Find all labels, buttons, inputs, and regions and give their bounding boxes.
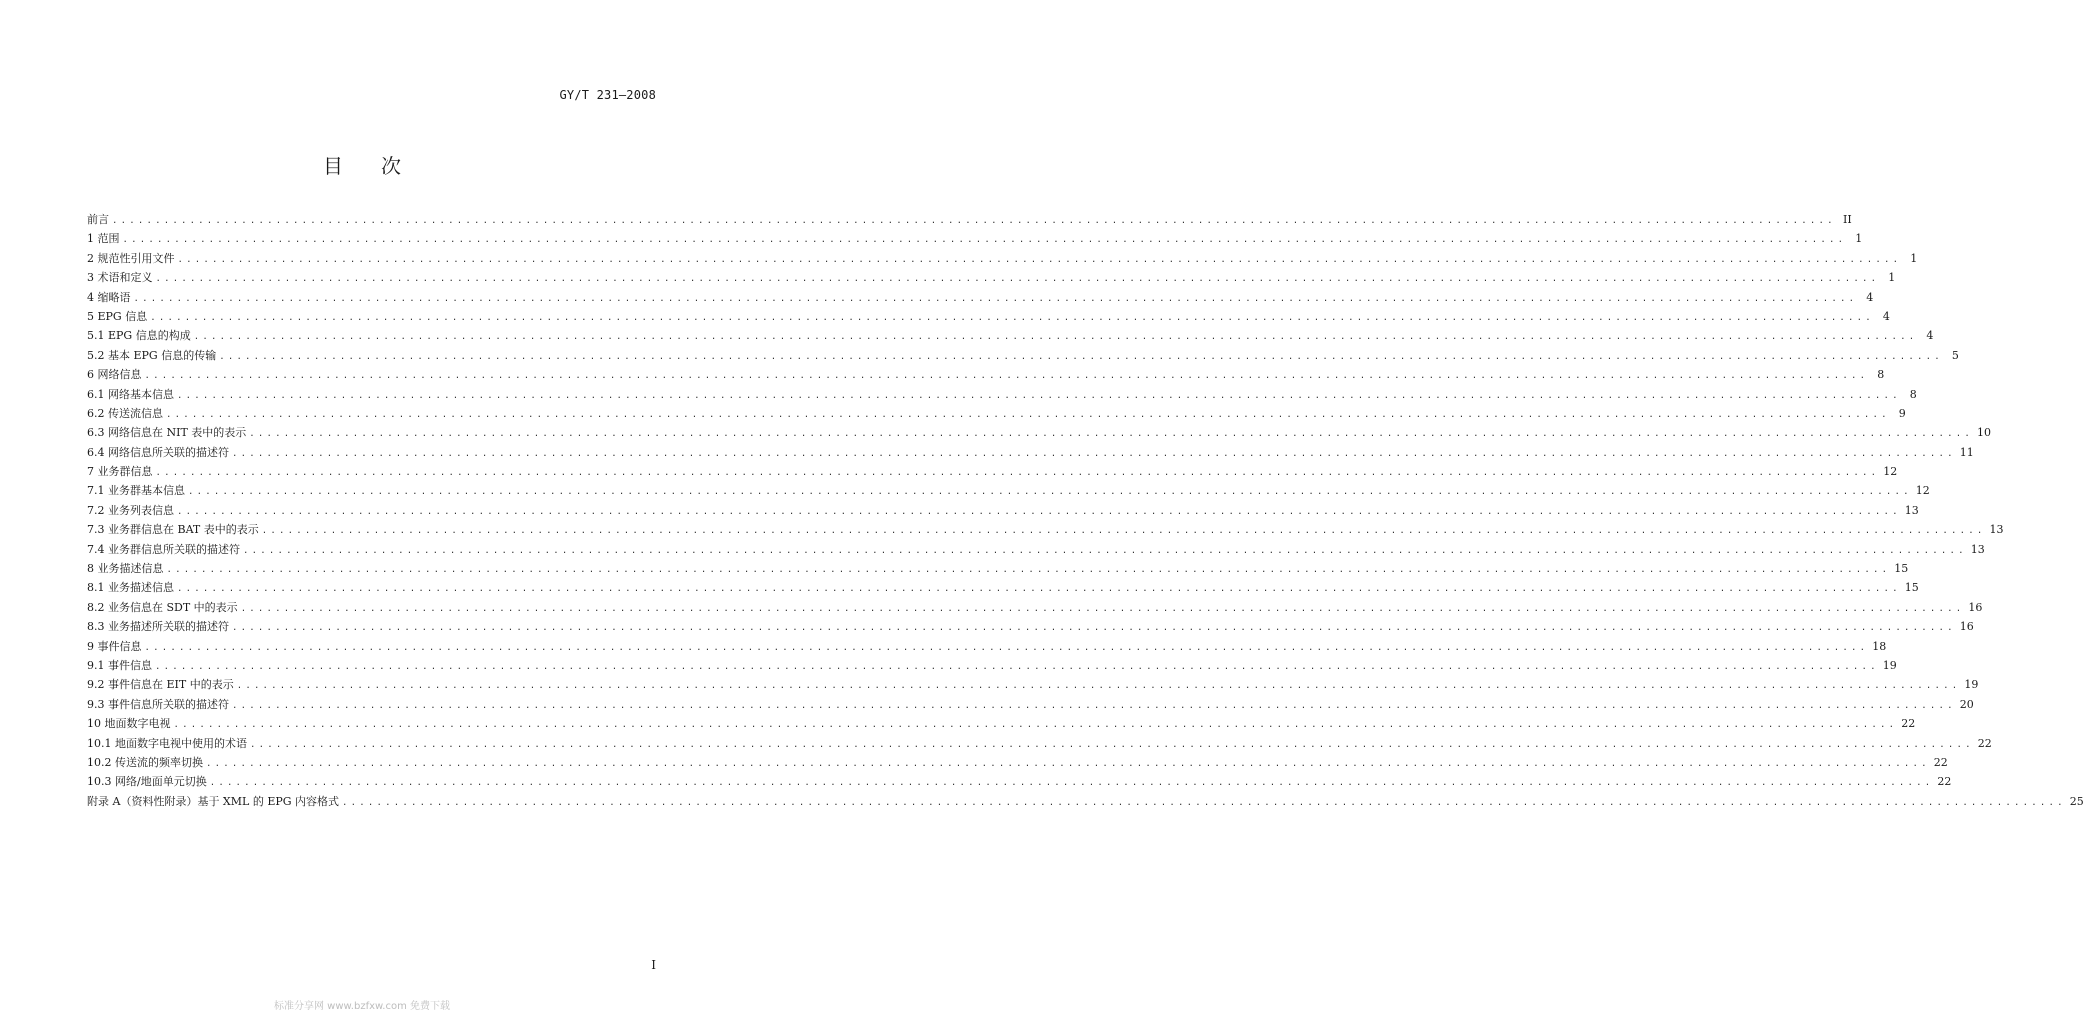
toc-entry-page: 9 (1898, 406, 1906, 420)
toc-entry[interactable] (87, 559, 1909, 578)
toc-entry-label: 9.3 事件信息所关联的描述符 (87, 697, 229, 711)
dot-leader: ........................................................................................................................................................................................................ (232, 448, 1956, 459)
toc-entry[interactable] (87, 501, 1919, 520)
toc-entry[interactable] (87, 404, 1906, 423)
dot-leader: ........................................................................................................................................................................................................ (177, 584, 1901, 595)
toc-entry[interactable] (87, 481, 1930, 500)
title-char-1: 目 (323, 154, 343, 178)
dot-leader: ........................................................................................................................................................................................................ (166, 565, 1891, 576)
dot-leader: ........................................................................................................................................................................................................ (232, 700, 1956, 711)
dot-leader: ........................................................................................................................................................................................................ (173, 720, 1898, 731)
toc-entry-page: 4 (1926, 329, 1934, 343)
dot-leader: ........................................................................................................................................................................................................ (155, 661, 1879, 672)
dot-leader: ........................................................................................................................................................................................................ (206, 758, 1930, 769)
toc-entry-label: 5 EPG 信息 (87, 309, 148, 323)
dot-leader: ........................................................................................................................................................................................................ (155, 274, 1880, 285)
toc-entry-label: 附录 A（资料性附录）基于 XML 的 EPG 内容格式 (87, 794, 340, 808)
toc-entry[interactable] (87, 249, 1918, 268)
toc-entry-label: 6 网络信息 (87, 368, 142, 382)
page-title (0, 150, 724, 179)
toc-entry[interactable] (87, 365, 1885, 384)
toc-entry-page: 5 (1951, 348, 1959, 362)
toc-entry-label: 10.3 网络/地面单元切换 (87, 775, 207, 789)
toc-entry[interactable] (87, 734, 1992, 753)
dot-leader: ........................................................................................................................................................................................................ (150, 312, 1874, 323)
dot-leader: ........................................................................................................................................................................................................ (144, 642, 1869, 653)
dot-leader: ........................................................................................................................................................................................................ (249, 429, 1973, 440)
toc-entry[interactable] (87, 714, 1916, 733)
toc-entry-page: 10 (1977, 426, 1991, 440)
toc-entry-page: 8 (1909, 387, 1917, 401)
toc-entry-label: 7 业务群信息 (87, 465, 153, 479)
toc-entry-label: 7.3 业务群信息在 BAT 表中的表示 (87, 523, 259, 537)
toc-entry-label: 5.2 基本 EPG 信息的传输 (87, 348, 217, 362)
toc-entry-page: 20 (1959, 697, 1974, 711)
dot-leader: ........................................................................................................................................................................................................ (144, 371, 1869, 382)
toc-entry-page: 22 (1977, 736, 1992, 750)
toc-entry[interactable] (87, 656, 1897, 675)
toc-entry-page: 12 (1915, 484, 1930, 498)
dot-leader: ........................................................................................................................................................................................................ (177, 254, 1902, 265)
dot-leader: ........................................................................................................................................................................................................ (240, 603, 1965, 614)
toc-entry[interactable] (87, 326, 1934, 345)
toc-entry-label: 10.2 传送流的频率切换 (87, 755, 203, 769)
toc-entry[interactable] (87, 210, 1852, 229)
toc-entry[interactable] (87, 443, 1974, 462)
dot-leader: ........................................................................................................................................................................................................ (188, 487, 1912, 498)
toc-entry-label: 9.2 事件信息在 EIT 中的表示 (87, 678, 234, 692)
dot-leader: ........................................................................................................................................................................................................ (177, 390, 1901, 401)
toc-entry-label: 9.1 事件信息 (87, 658, 152, 672)
toc-entry-page: 16 (1959, 620, 1974, 634)
toc-entry-page: 22 (1937, 775, 1952, 789)
dot-leader: ........................................................................................................................................................................................................ (112, 216, 1836, 226)
toc-entry-page: 25 (2069, 794, 2084, 808)
toc-entry[interactable] (87, 462, 1898, 481)
dot-leader: ........................................................................................................................................................................................................ (209, 778, 1934, 789)
toc-entry-page: 15 (1894, 562, 1909, 576)
dot-leader: ........................................................................................................................................................................................................ (193, 332, 1918, 343)
toc-entry-label: 8.1 业务描述信息 (87, 581, 174, 595)
toc-entry[interactable] (87, 772, 1952, 791)
toc-entry-page: 1 (1855, 232, 1863, 246)
toc-entry-page: 19 (1882, 658, 1897, 672)
table-of-contents (87, 210, 2084, 811)
toc-entry-label: 7.4 业务群信息所关联的描述符 (87, 542, 240, 556)
toc-entry[interactable] (87, 540, 1985, 559)
toc-entry-label: 2 规范性引用文件 (87, 251, 175, 265)
toc-entry[interactable] (87, 423, 1991, 442)
toc-entry[interactable] (87, 385, 1917, 404)
toc-entry-page: 13 (1904, 503, 1919, 517)
toc-entry-label: 1 范围 (87, 232, 120, 246)
watermark: 标准分享网 www.bzfxw.com 免费下载 (274, 1001, 450, 1012)
toc-entry-page: 16 (1968, 600, 1983, 614)
toc-entry-page: 12 (1883, 465, 1898, 479)
toc-entry-label: 8 业务描述信息 (87, 562, 164, 576)
toc-entry-label: 6.2 传送流信息 (87, 406, 163, 420)
toc-entry-label: 6.3 网络信息在 NIT 表中的表示 (87, 426, 247, 440)
dot-leader: ........................................................................................................................................................................................................ (166, 409, 1890, 420)
toc-entry-label: 8.2 业务信息在 SDT 中的表示 (87, 600, 238, 614)
toc-entry-page: 22 (1901, 717, 1916, 731)
toc-entry-page: 15 (1904, 581, 1919, 595)
page-number: I (651, 958, 656, 972)
toc-entry-label: 4 缩略语 (87, 290, 131, 304)
dot-leader: ........................................................................................................................................................................................................ (122, 235, 1847, 246)
toc-entry-page: 11 (1959, 445, 1974, 459)
toc-entry-page: 1 (1910, 251, 1918, 265)
toc-entry-page: 22 (1933, 755, 1948, 769)
dot-leader: ........................................................................................................................................................................................................ (177, 506, 1901, 517)
toc-entry[interactable] (87, 637, 1887, 656)
dot-leader: ........................................................................................................................................................................................................ (250, 739, 1974, 750)
toc-entry[interactable] (87, 288, 1874, 307)
toc-entry-label: 3 术语和定义 (87, 271, 153, 285)
toc-entry-label: 6.1 网络基本信息 (87, 387, 174, 401)
toc-entry-label: 10 地面数字电视 (87, 717, 171, 731)
toc-entry[interactable] (87, 695, 1974, 714)
toc-entry-page: 13 (1989, 523, 2004, 537)
dot-leader: ........................................................................................................................................................................................................ (236, 681, 1961, 692)
toc-entry[interactable] (87, 520, 2004, 539)
standard-code: GY/T 231—2008 (559, 88, 656, 102)
dot-leader: ........................................................................................................................................................................................................ (133, 293, 1858, 304)
dot-leader: ........................................................................................................................................................................................................ (243, 545, 1967, 556)
toc-entry-label: 前言 (87, 213, 109, 226)
toc-entry[interactable] (87, 675, 1979, 694)
toc-entry-page: 18 (1872, 639, 1887, 653)
toc-entry-label: 8.3 业务描述所关联的描述符 (87, 620, 229, 634)
toc-entry[interactable] (87, 598, 1983, 617)
toc-entry[interactable] (87, 617, 1974, 636)
toc-entry-page: 4 (1866, 290, 1874, 304)
toc-entry-page: II (1843, 213, 1852, 226)
toc-entry-page: 4 (1882, 309, 1890, 323)
toc-entry[interactable] (87, 229, 1863, 248)
title-char-2: 次 (381, 154, 401, 178)
toc-entry-page: 19 (1964, 678, 1979, 692)
toc-entry[interactable] (87, 346, 1959, 365)
toc-entry-label: 7.2 业务列表信息 (87, 503, 174, 517)
dot-leader: ........................................................................................................................................................................................................ (261, 526, 1986, 537)
toc-entry-page: 8 (1877, 368, 1885, 382)
toc-entry[interactable] (87, 753, 1948, 772)
dot-leader: ........................................................................................................................................................................................................ (219, 351, 1943, 362)
toc-entry-label: 9 事件信息 (87, 639, 142, 653)
toc-entry[interactable] (87, 268, 1896, 287)
toc-entry-page: 1 (1888, 271, 1896, 285)
toc-entry-page: 13 (1970, 542, 1985, 556)
toc-entry[interactable] (87, 307, 1890, 326)
toc-entry[interactable] (87, 792, 2084, 811)
dot-leader: ........................................................................................................................................................................................................ (155, 468, 1880, 479)
toc-entry[interactable] (87, 578, 1919, 597)
toc-entry-label: 5.1 EPG 信息的构成 (87, 329, 191, 343)
toc-entry-label: 10.1 地面数字电视中使用的术语 (87, 736, 247, 750)
dot-leader: ........................................................................................................................................................................................................ (232, 623, 1956, 634)
toc-entry-label: 7.1 业务群基本信息 (87, 484, 185, 498)
toc-entry-label: 6.4 网络信息所关联的描述符 (87, 445, 229, 459)
dot-leader: ........................................................................................................................................................................................................ (342, 797, 2066, 808)
